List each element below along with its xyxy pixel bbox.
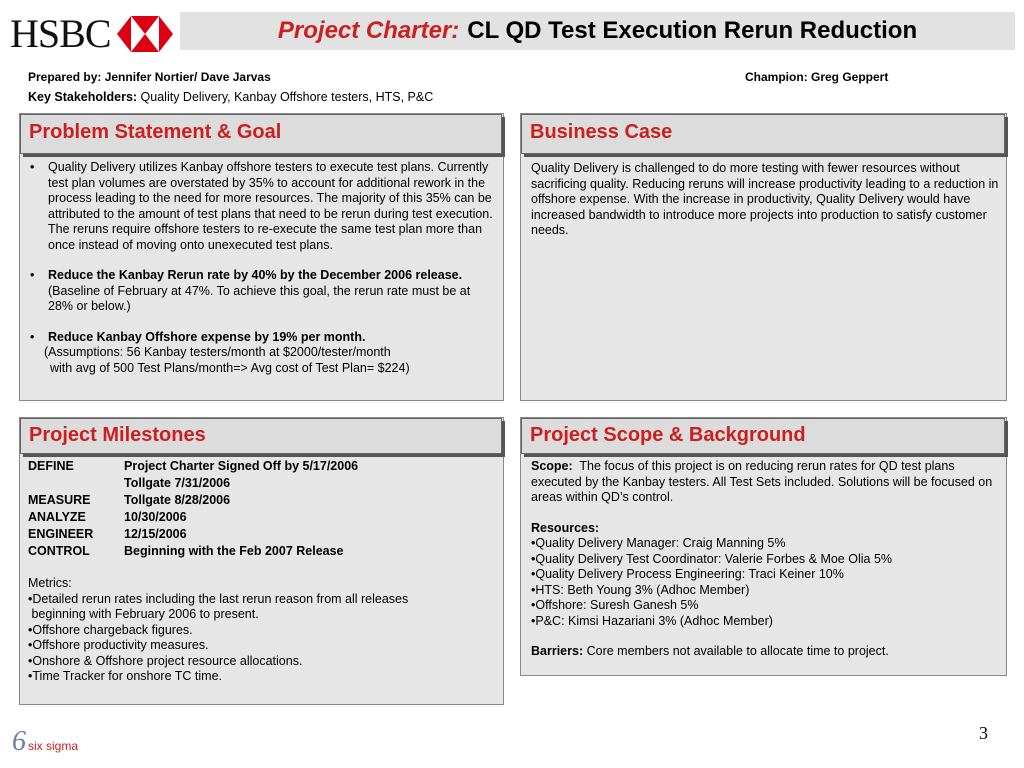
stakeholders-label: Key Stakeholders: xyxy=(28,90,138,104)
metric-item: beginning with February 2006 to present. xyxy=(28,607,259,621)
goal-1-rest: (Baseline of February at 47%. To achieve this goal, the rerun rate must be at 28% or below.) xyxy=(48,283,471,313)
list-item xyxy=(28,330,493,346)
business-body: Quality Delivery is challenged to do more testing with fewer resources without sacrificing quality. Reducing reruns will increase productivity leading to a reduction in offshore expense. With the increase in productivity, Quality Delivery would have increased bandwidth to introduce more projects into production to satisfy customer needs. xyxy=(531,161,999,237)
page-number: 3 xyxy=(979,723,988,743)
scope-body xyxy=(531,459,996,660)
metric-item: •Time Tracker for onshore TC time. xyxy=(28,669,223,683)
prepared-by: Prepared by: Jennifer Nortier/ Dave Jarvas xyxy=(28,70,271,84)
table-row xyxy=(28,526,358,543)
phase: CONTROL xyxy=(28,544,90,558)
milestone: 10/30/2006 xyxy=(124,510,187,524)
table-row xyxy=(28,458,358,475)
hsbc-logo xyxy=(10,12,173,56)
hsbc-hexagon-icon xyxy=(117,16,173,52)
bullet: • xyxy=(30,160,35,174)
resource-item: •Quality Delivery Manager: Craig Manning 5% xyxy=(531,536,786,550)
scope-label: Scope: xyxy=(531,459,573,473)
table-row xyxy=(28,492,358,509)
scope-panel xyxy=(520,417,1007,676)
assumptions-line-2: with avg of 500 Test Plans/month=> Avg cost of Test Plan= $224) xyxy=(50,360,410,375)
milestones-body xyxy=(28,458,498,685)
goal-1-bold: Reduce the Kanbay Rerun rate by 40% by the December 2006 release. xyxy=(48,268,463,282)
bullet: • xyxy=(30,268,35,282)
problem-header xyxy=(20,114,502,154)
resource-item: •HTS: Beth Young 3% (Adhoc Member) xyxy=(531,582,750,597)
business-header xyxy=(521,114,1005,154)
milestones-panel xyxy=(19,417,504,705)
phase: ENGINEER xyxy=(28,527,94,541)
champion: Champion: Greg Geppert xyxy=(745,70,889,84)
barriers-paragraph xyxy=(531,644,996,660)
key-stakeholders xyxy=(28,90,433,104)
milestone: 12/15/2006 xyxy=(124,527,187,541)
metric-item: •Onshore & Offshore project resource allocations. xyxy=(28,653,303,668)
page-title: CL QD Test Execution Rerun Reduction xyxy=(467,17,918,44)
milestones-table xyxy=(28,458,358,560)
milestones-header xyxy=(20,418,502,454)
resource-item: •P&C: Kimsi Hazariani 3% (Adhoc Member) xyxy=(531,613,773,628)
six-sigma-mark: 6 xyxy=(12,726,26,757)
business-panel xyxy=(520,113,1007,401)
list-item xyxy=(28,160,493,253)
scope-paragraph xyxy=(531,459,996,506)
phase: MEASURE xyxy=(28,493,91,507)
resource-item: •Quality Delivery Process Engineering: Traci Keiner 10% xyxy=(531,567,844,581)
milestone: Beginning with the Feb 2007 Release xyxy=(124,544,344,558)
table-row xyxy=(28,543,358,560)
table-row xyxy=(28,509,358,526)
problem-text: Quality Delivery utilizes Kanbay offshore testers to execute test plans. Currently test plan volumes are overstated by 35% to account for additional rework in the process leading to the need for more resources. The majority of this 35% can be attributed to the amount of test plans that need to be rerun during test execution. The reruns require offshore testers to re-execute the same test plan more than once instead of moving onto unexecuted test plans. xyxy=(48,160,493,252)
problem-heading: Problem Statement & Goal xyxy=(29,121,282,143)
title-prefix: Project Charter: xyxy=(277,17,460,44)
scope-text: The focus of this project is on reducing rerun rates for QD test plans executed by the Kanbay testers. All Test Sets included. Solutions will be focused on areas within QD’s control. xyxy=(531,459,996,504)
metric-item: •Detailed rerun rates including the last rerun reason from all releases xyxy=(28,591,409,606)
barriers-text: Core members not available to allocate time to project. xyxy=(583,644,889,658)
scope-heading: Project Scope & Background xyxy=(530,424,806,446)
title-bar xyxy=(180,12,1015,50)
goal-2-bold: Reduce Kanbay Offshore expense by 19% per month. xyxy=(48,329,366,344)
milestone: Project Charter Signed Off by 5/17/2006 xyxy=(124,459,359,473)
six-sigma-text: six sigma xyxy=(28,739,79,753)
resources-label: Resources: xyxy=(531,520,600,535)
table-row xyxy=(28,475,358,492)
barriers-label: Barriers: xyxy=(531,644,584,658)
goal-1 xyxy=(48,268,493,315)
scope-header xyxy=(521,418,1005,454)
resource-item: •Quality Delivery Test Coordinator: Valerie Forbes & Moe Olia 5% xyxy=(531,551,893,566)
problem-panel xyxy=(19,113,504,401)
milestones-heading: Project Milestones xyxy=(29,424,206,446)
resource-item: •Offshore: Suresh Ganesh 5% xyxy=(531,598,699,612)
phase: DEFINE xyxy=(28,459,74,473)
metrics-label: Metrics: xyxy=(28,576,72,590)
problem-body xyxy=(28,160,493,376)
six-sigma-logo xyxy=(12,728,78,756)
metric-item: •Offshore chargeback figures. xyxy=(28,622,193,637)
milestone: Tollgate 7/31/2006 xyxy=(124,476,231,490)
list-item xyxy=(28,268,493,315)
assumptions-line-1: (Assumptions: 56 Kanbay testers/month at $2000/tester/month xyxy=(44,345,391,359)
logo-text: HSBC xyxy=(10,11,111,56)
bullet: • xyxy=(30,329,35,344)
phase: ANALYZE xyxy=(28,510,86,524)
milestone: Tollgate 8/28/2006 xyxy=(124,493,231,507)
stakeholders-value: Quality Delivery, Kanbay Offshore testers, HTS, P&C xyxy=(137,90,434,104)
phase xyxy=(28,475,124,492)
metric-item: •Offshore productivity measures. xyxy=(28,638,209,652)
goal-2 xyxy=(48,330,493,346)
business-heading: Business Case xyxy=(530,121,673,143)
